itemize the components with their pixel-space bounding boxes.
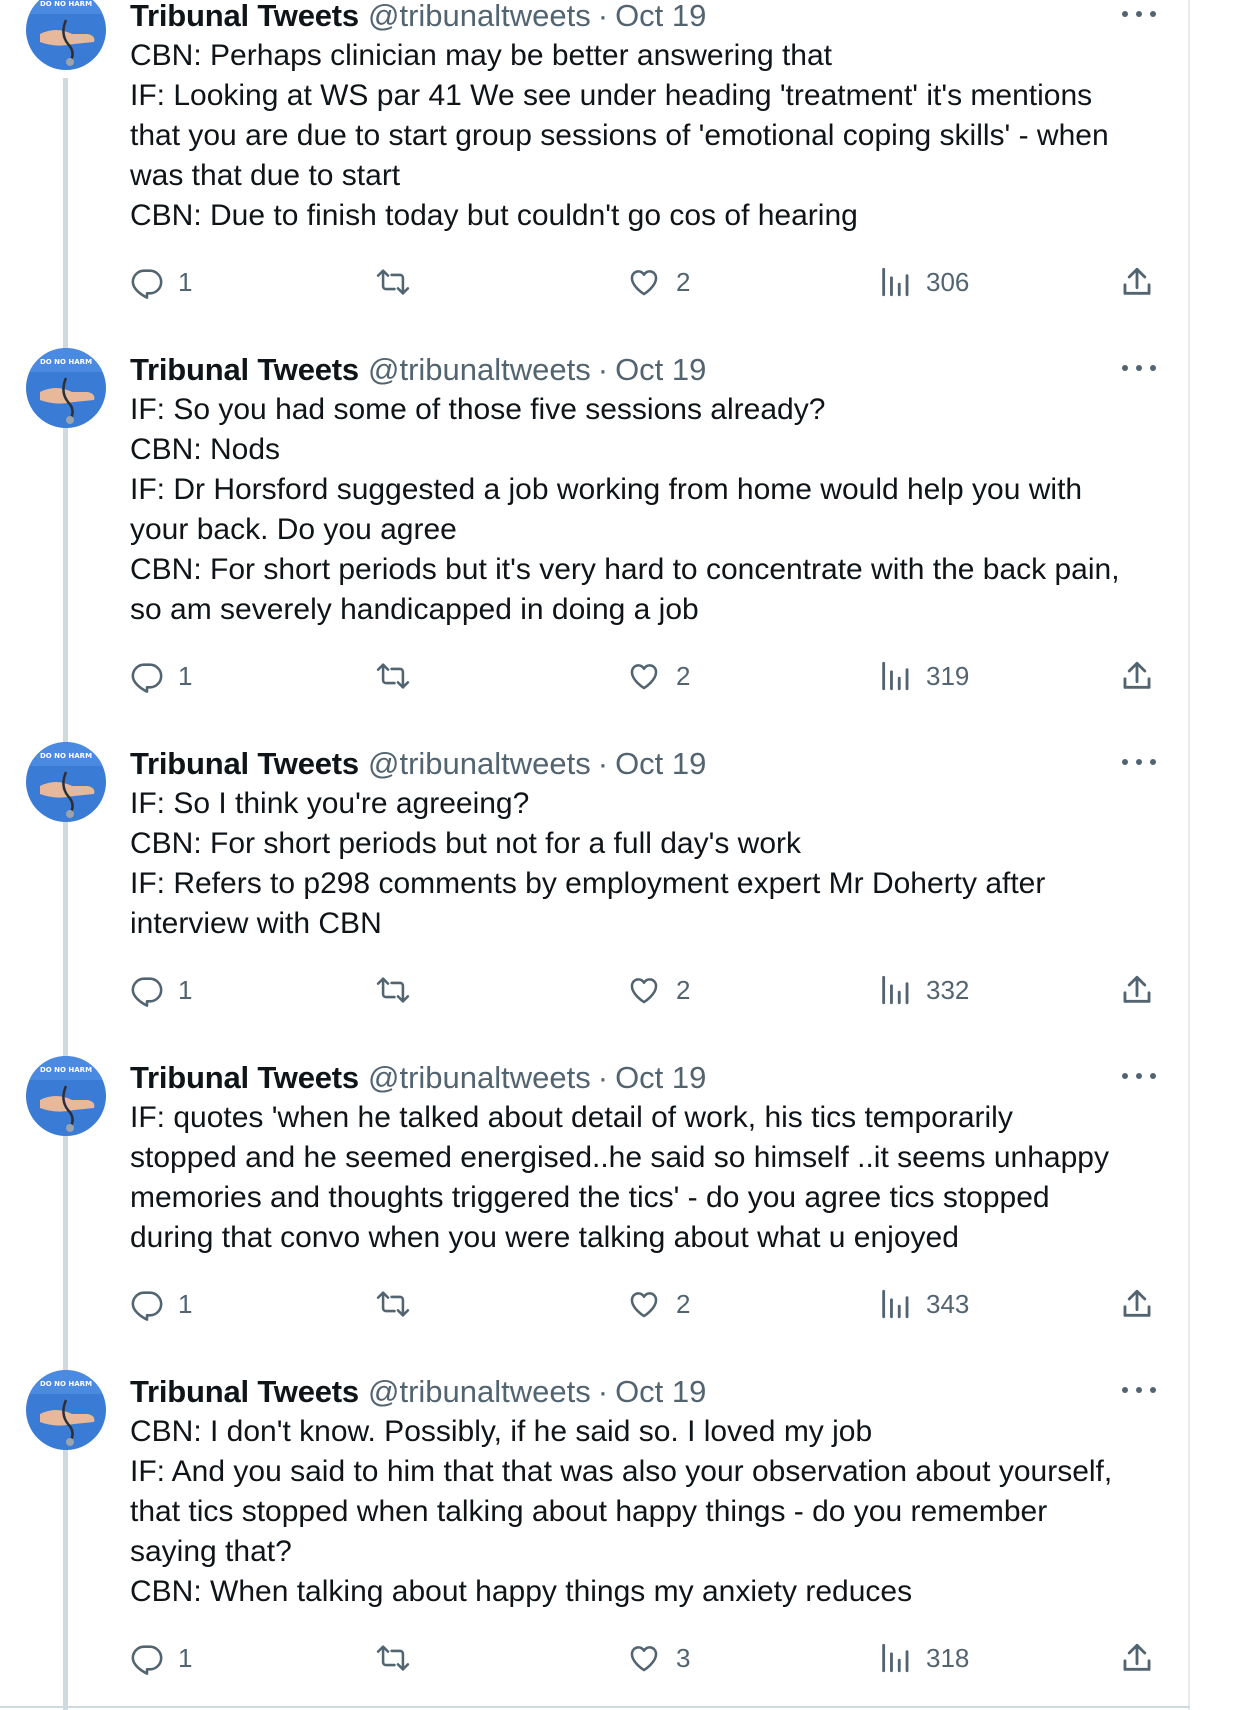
tweet-header <box>130 746 706 782</box>
tweet-text-line: CBN: For short periods but not for a full day's work <box>130 827 802 860</box>
thread-connector-line <box>63 1136 68 1372</box>
tweet-text-line: CBN: Nods <box>130 433 281 466</box>
like-button[interactable] <box>626 1638 690 1678</box>
like-count: 2 <box>676 974 691 1005</box>
views-count: 332 <box>926 974 970 1005</box>
tweet-text-line: that tics stopped when talking about happy things - do you remember <box>130 1495 1048 1528</box>
separator-dot: · <box>597 0 609 33</box>
retweet-button[interactable] <box>374 656 426 696</box>
tweet-text-line: your back. Do you agree <box>130 513 457 546</box>
heart-icon <box>626 1287 662 1321</box>
retweet-button[interactable] <box>374 970 426 1010</box>
retweet-arrows-icon <box>374 1287 412 1321</box>
tweet-text-line: saying that? <box>130 1535 292 1568</box>
avatar-logo-text: DO NO HARM <box>39 1066 93 1074</box>
views-button[interactable] <box>878 656 969 696</box>
thread-connector-line <box>63 822 68 1058</box>
like-button[interactable] <box>626 656 690 696</box>
tweet-text <box>130 390 1150 630</box>
tweet-header <box>130 0 706 34</box>
author-handle[interactable]: @tribunaltweets <box>367 352 591 387</box>
tweet-text <box>130 1098 1150 1258</box>
reply-count: 1 <box>178 660 193 691</box>
tweet-card[interactable] <box>0 0 1190 350</box>
speech-bubble-icon <box>130 1641 164 1675</box>
views-count: 306 <box>926 266 970 297</box>
author-name[interactable]: Tribunal Tweets <box>130 1374 359 1409</box>
author-handle[interactable]: @tribunaltweets <box>367 746 591 781</box>
share-button[interactable] <box>1120 1638 1154 1678</box>
retweet-arrows-icon <box>374 265 412 299</box>
share-upload-icon <box>1120 1287 1154 1321</box>
retweet-arrows-icon <box>374 659 412 693</box>
tweet-text-line: interview with CBN <box>130 907 382 940</box>
avatar[interactable] <box>26 348 106 428</box>
reply-count: 1 <box>178 1288 193 1319</box>
more-dots-icon[interactable] <box>1122 1066 1156 1086</box>
tweet-text-line: CBN: For short periods but it's very hard to concentrate with the back pain, <box>130 553 1120 586</box>
like-count: 2 <box>676 266 691 297</box>
avatar[interactable] <box>26 1056 106 1136</box>
reply-button[interactable] <box>130 656 192 696</box>
reply-button[interactable] <box>130 970 192 1010</box>
like-button[interactable] <box>626 1284 690 1324</box>
views-button[interactable] <box>878 1284 969 1324</box>
author-name[interactable]: Tribunal Tweets <box>130 352 359 387</box>
tweet-text-line: CBN: Due to finish today but couldn't go cos of hearing <box>130 199 858 232</box>
share-button[interactable] <box>1120 1284 1154 1324</box>
tweet-card[interactable] <box>0 1060 1190 1372</box>
like-count: 2 <box>676 660 691 691</box>
share-upload-icon <box>1120 973 1154 1007</box>
thread-connector-line <box>63 426 68 744</box>
tweet-text-line: so am severely handicapped in doing a job <box>130 593 699 626</box>
tweet-text-line: was that due to start <box>130 159 401 192</box>
reply-button[interactable] <box>130 1284 192 1324</box>
speech-bubble-icon <box>130 973 164 1007</box>
avatar-logo-text: DO NO HARM <box>39 1380 93 1388</box>
like-button[interactable] <box>626 262 690 302</box>
tweet-text-line: IF: Looking at WS par 41 We see under heading 'treatment' it's mentions <box>130 79 1093 112</box>
heart-icon <box>626 659 662 693</box>
share-upload-icon <box>1120 265 1154 299</box>
views-count: 343 <box>926 1288 970 1319</box>
thread-connector-line <box>63 1450 68 1710</box>
tweet-text-line: IF: So I think you're agreeing? <box>130 787 530 820</box>
tweet-date[interactable]: Oct 19 <box>615 746 707 781</box>
speech-bubble-icon <box>130 1287 164 1321</box>
tweet-text-line: CBN: I don't know. Possibly, if he said so. I loved my job <box>130 1415 873 1448</box>
author-name[interactable]: Tribunal Tweets <box>130 1060 359 1095</box>
share-upload-icon <box>1120 1641 1154 1675</box>
tweet-card[interactable] <box>0 1374 1190 1710</box>
share-button[interactable] <box>1120 656 1154 696</box>
views-count: 319 <box>926 660 970 691</box>
tweet-actions <box>130 262 1160 302</box>
tweet-card[interactable] <box>0 746 1190 1058</box>
tweet-date[interactable]: Oct 19 <box>615 1374 707 1409</box>
retweet-button[interactable] <box>374 262 426 302</box>
tweet-date[interactable]: Oct 19 <box>615 352 707 387</box>
tweet-text-line: stopped and he seemed energised..he said so himself ..it seems unhappy <box>130 1141 1109 1174</box>
reply-button[interactable] <box>130 262 192 302</box>
tweet-header <box>130 352 706 388</box>
tweet-text-line: CBN: When talking about happy things my anxiety reduces <box>130 1575 913 1608</box>
share-upload-icon <box>1120 659 1154 693</box>
share-button[interactable] <box>1120 262 1154 302</box>
like-count: 3 <box>676 1642 691 1673</box>
avatar[interactable] <box>26 742 106 822</box>
retweet-button[interactable] <box>374 1284 426 1324</box>
views-count: 318 <box>926 1642 970 1673</box>
retweet-arrows-icon <box>374 973 412 1007</box>
tweet-text-line: memories and thoughts triggered the tics' - do you agree tics stopped <box>130 1181 1050 1214</box>
avatar-logo-text: DO NO HARM <box>39 358 93 366</box>
tweet-card[interactable] <box>0 352 1190 744</box>
heart-icon <box>626 1641 662 1675</box>
avatar-logo-text: DO NO HARM <box>39 0 93 8</box>
reply-button[interactable] <box>130 1638 192 1678</box>
divider <box>0 1706 1190 1708</box>
retweet-arrows-icon <box>374 1641 412 1675</box>
tweet-text-line: IF: Refers to p298 comments by employment expert Mr Doherty after <box>130 867 1046 900</box>
tweet-header <box>130 1060 706 1096</box>
thread-connector-line <box>63 78 68 348</box>
separator-dot: · <box>597 1374 609 1409</box>
author-handle[interactable]: @tribunaltweets <box>367 0 591 33</box>
tweet-text-line: IF: Dr Horsford suggested a job working from home would help you with <box>130 473 1083 506</box>
bar-chart-icon <box>878 1641 912 1675</box>
author-handle[interactable]: @tribunaltweets <box>367 1374 591 1409</box>
more-dots-icon[interactable] <box>1122 358 1156 378</box>
tweet-header <box>130 1374 706 1410</box>
separator-dot: · <box>597 1060 609 1095</box>
more-dots-icon[interactable] <box>1122 752 1156 772</box>
reply-count: 1 <box>178 974 193 1005</box>
tweet-date[interactable]: Oct 19 <box>615 0 707 33</box>
tweet-text-line: CBN: Perhaps clinician may be better answering that <box>130 39 833 72</box>
tweet-actions <box>130 1638 1160 1678</box>
bar-chart-icon <box>878 265 912 299</box>
tweet-text-line: that you are due to start group sessions of 'emotional coping skills' - when <box>130 119 1109 152</box>
separator-dot: · <box>597 746 609 781</box>
views-button[interactable] <box>878 1638 969 1678</box>
bar-chart-icon <box>878 1287 912 1321</box>
tweet-text <box>130 36 1150 236</box>
author-handle[interactable]: @tribunaltweets <box>367 1060 591 1095</box>
heart-icon <box>626 265 662 299</box>
speech-bubble-icon <box>130 659 164 693</box>
more-dots-icon[interactable] <box>1122 1380 1156 1400</box>
author-name[interactable]: Tribunal Tweets <box>130 746 359 781</box>
avatar[interactable] <box>26 1370 106 1450</box>
like-button[interactable] <box>626 970 690 1010</box>
avatar-logo-text: DO NO HARM <box>39 752 93 760</box>
avatar[interactable] <box>26 0 106 70</box>
heart-icon <box>626 973 662 1007</box>
tweet-actions <box>130 656 1160 696</box>
tweet-text-line: IF: And you said to him that that was also your observation about yourself, <box>130 1455 1113 1488</box>
views-button[interactable] <box>878 262 969 302</box>
bar-chart-icon <box>878 659 912 693</box>
tweet-actions <box>130 970 1160 1010</box>
speech-bubble-icon <box>130 265 164 299</box>
tweet-text-line: during that convo when you were talking about what u enjoyed <box>130 1221 959 1254</box>
like-count: 2 <box>676 1288 691 1319</box>
bar-chart-icon <box>878 973 912 1007</box>
separator-dot: · <box>597 352 609 387</box>
author-name[interactable]: Tribunal Tweets <box>130 0 359 33</box>
tweet-text-line: IF: quotes 'when he talked about detail of work, his tics temporarily <box>130 1101 1013 1134</box>
reply-count: 1 <box>178 1642 193 1673</box>
reply-count: 1 <box>178 266 193 297</box>
tweet-text <box>130 1412 1150 1612</box>
more-dots-icon[interactable] <box>1122 4 1156 24</box>
views-button[interactable] <box>878 970 969 1010</box>
tweet-date[interactable]: Oct 19 <box>615 1060 707 1095</box>
share-button[interactable] <box>1120 970 1154 1010</box>
retweet-button[interactable] <box>374 1638 426 1678</box>
tweet-actions <box>130 1284 1160 1324</box>
tweet-text <box>130 784 1150 944</box>
tweet-text-line: IF: So you had some of those five sessions already? <box>130 393 826 426</box>
